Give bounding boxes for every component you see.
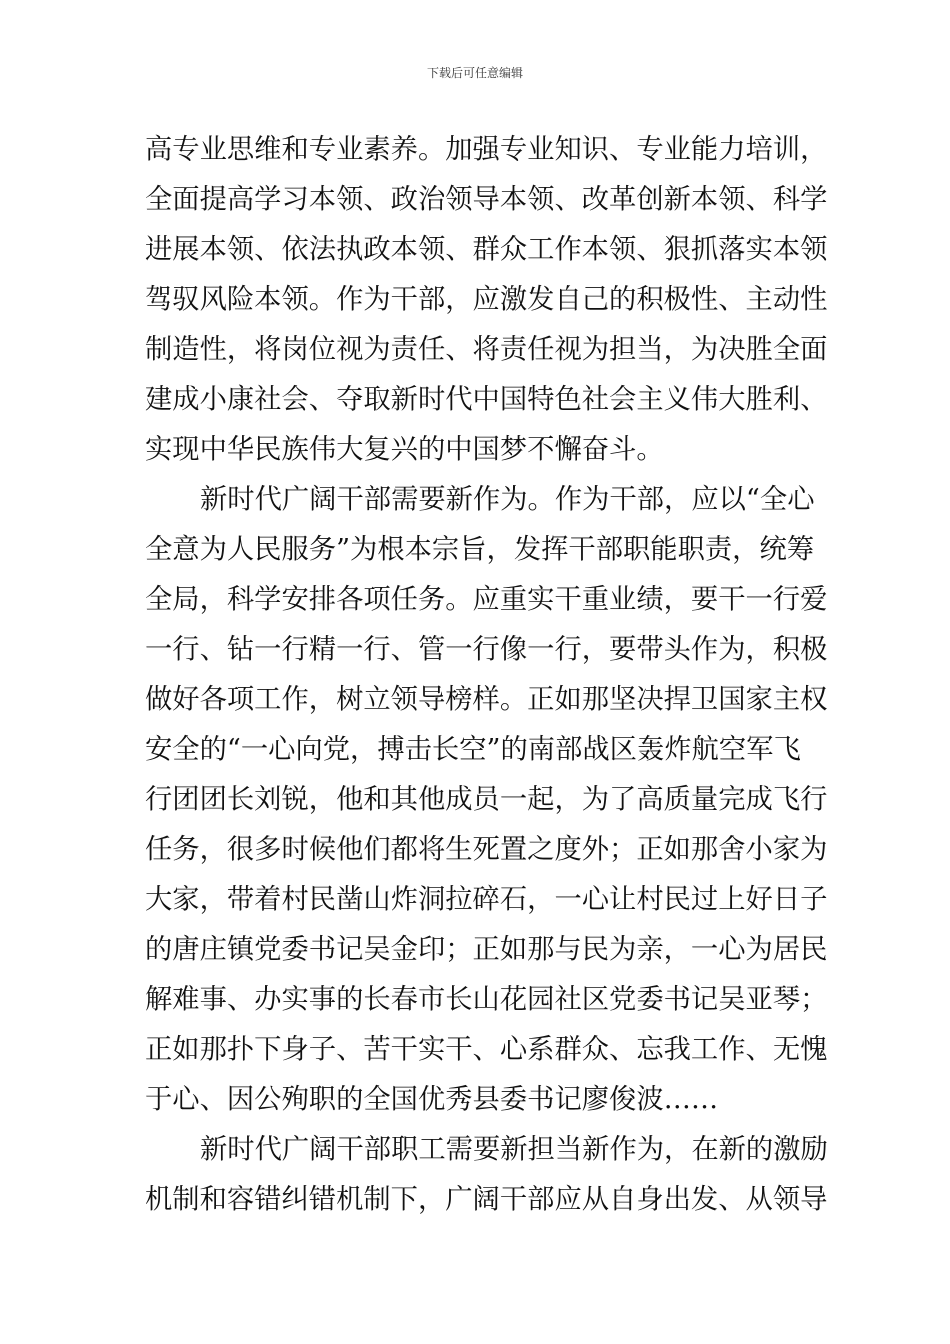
text-line: 一行、钻一行精一行、管一行像一行，要带头作为，积极 [145, 634, 828, 665]
text-line: 正如那扑下身子、苦干实干、心系群众、忘我工作、无愧 [145, 1034, 828, 1065]
text-line: 安全的“一心向党，搏击长空”的南部战区轰炸航空军飞 [145, 734, 801, 765]
text-line: 制造性，将岗位视为责任、将责任视为担当，为决胜全面 [145, 334, 828, 365]
text-line: 任务，很多时候他们都将生死置之度外；正如那舍小家为 [145, 834, 828, 865]
text-line: 大家，带着村民凿山炸洞拉碎石，一心让村民过上好日子 [145, 884, 828, 915]
text-line: 解难事、办实事的长春市长山花园社区党委书记吴亚琴； [145, 984, 828, 1015]
text-line: 于心、因公殉职的全国优秀县委书记廖俊波…… [145, 1084, 719, 1115]
page-header-note: 下载后可任意编辑 [426, 66, 523, 80]
text-line: 高专业思维和专业素养。加强专业知识、专业能力培训， [145, 134, 828, 165]
text-line: 进展本领、依法执政本领、群众工作本领、狠抓落实本领 [145, 234, 828, 265]
text-line: 的唐庄镇党委书记吴金印；正如那与民为亲，一心为居民 [145, 934, 828, 965]
text-line: 全局，科学安排各项任务。应重实干重业绩，要干一行爱 [145, 584, 828, 615]
text-line: 全意为人民服务”为根本宗旨，发挥干部职能职责，统筹 [145, 534, 815, 565]
text-line: 实现中华民族伟大复兴的中国梦不懈奋斗。 [145, 434, 664, 465]
text-line: 行团团长刘锐，他和其他成员一起，为了高质量完成飞行 [145, 784, 828, 815]
text-line: 全面提高学习本领、政治领导本领、改革创新本领、科学 [145, 184, 828, 215]
paragraph-start-line: 新时代广阔干部需要新作为。作为干部，应以“全心 [200, 484, 815, 515]
text-line: 做好各项工作，树立领导榜样。正如那坚决捍卫国家主权 [145, 684, 828, 715]
paragraph-start-line: 新时代广阔干部职工需要新担当新作为，在新的激励 [200, 1134, 828, 1165]
text-line: 驾驭风险本领。作为干部，应激发自己的积极性、主动性 [145, 284, 828, 315]
text-line: 机制和容错纠错机制下，广阔干部应从自身出发、从领导 [145, 1184, 828, 1215]
text-line: 建成小康社会、夺取新时代中国特色社会主义伟大胜利、 [145, 384, 828, 415]
